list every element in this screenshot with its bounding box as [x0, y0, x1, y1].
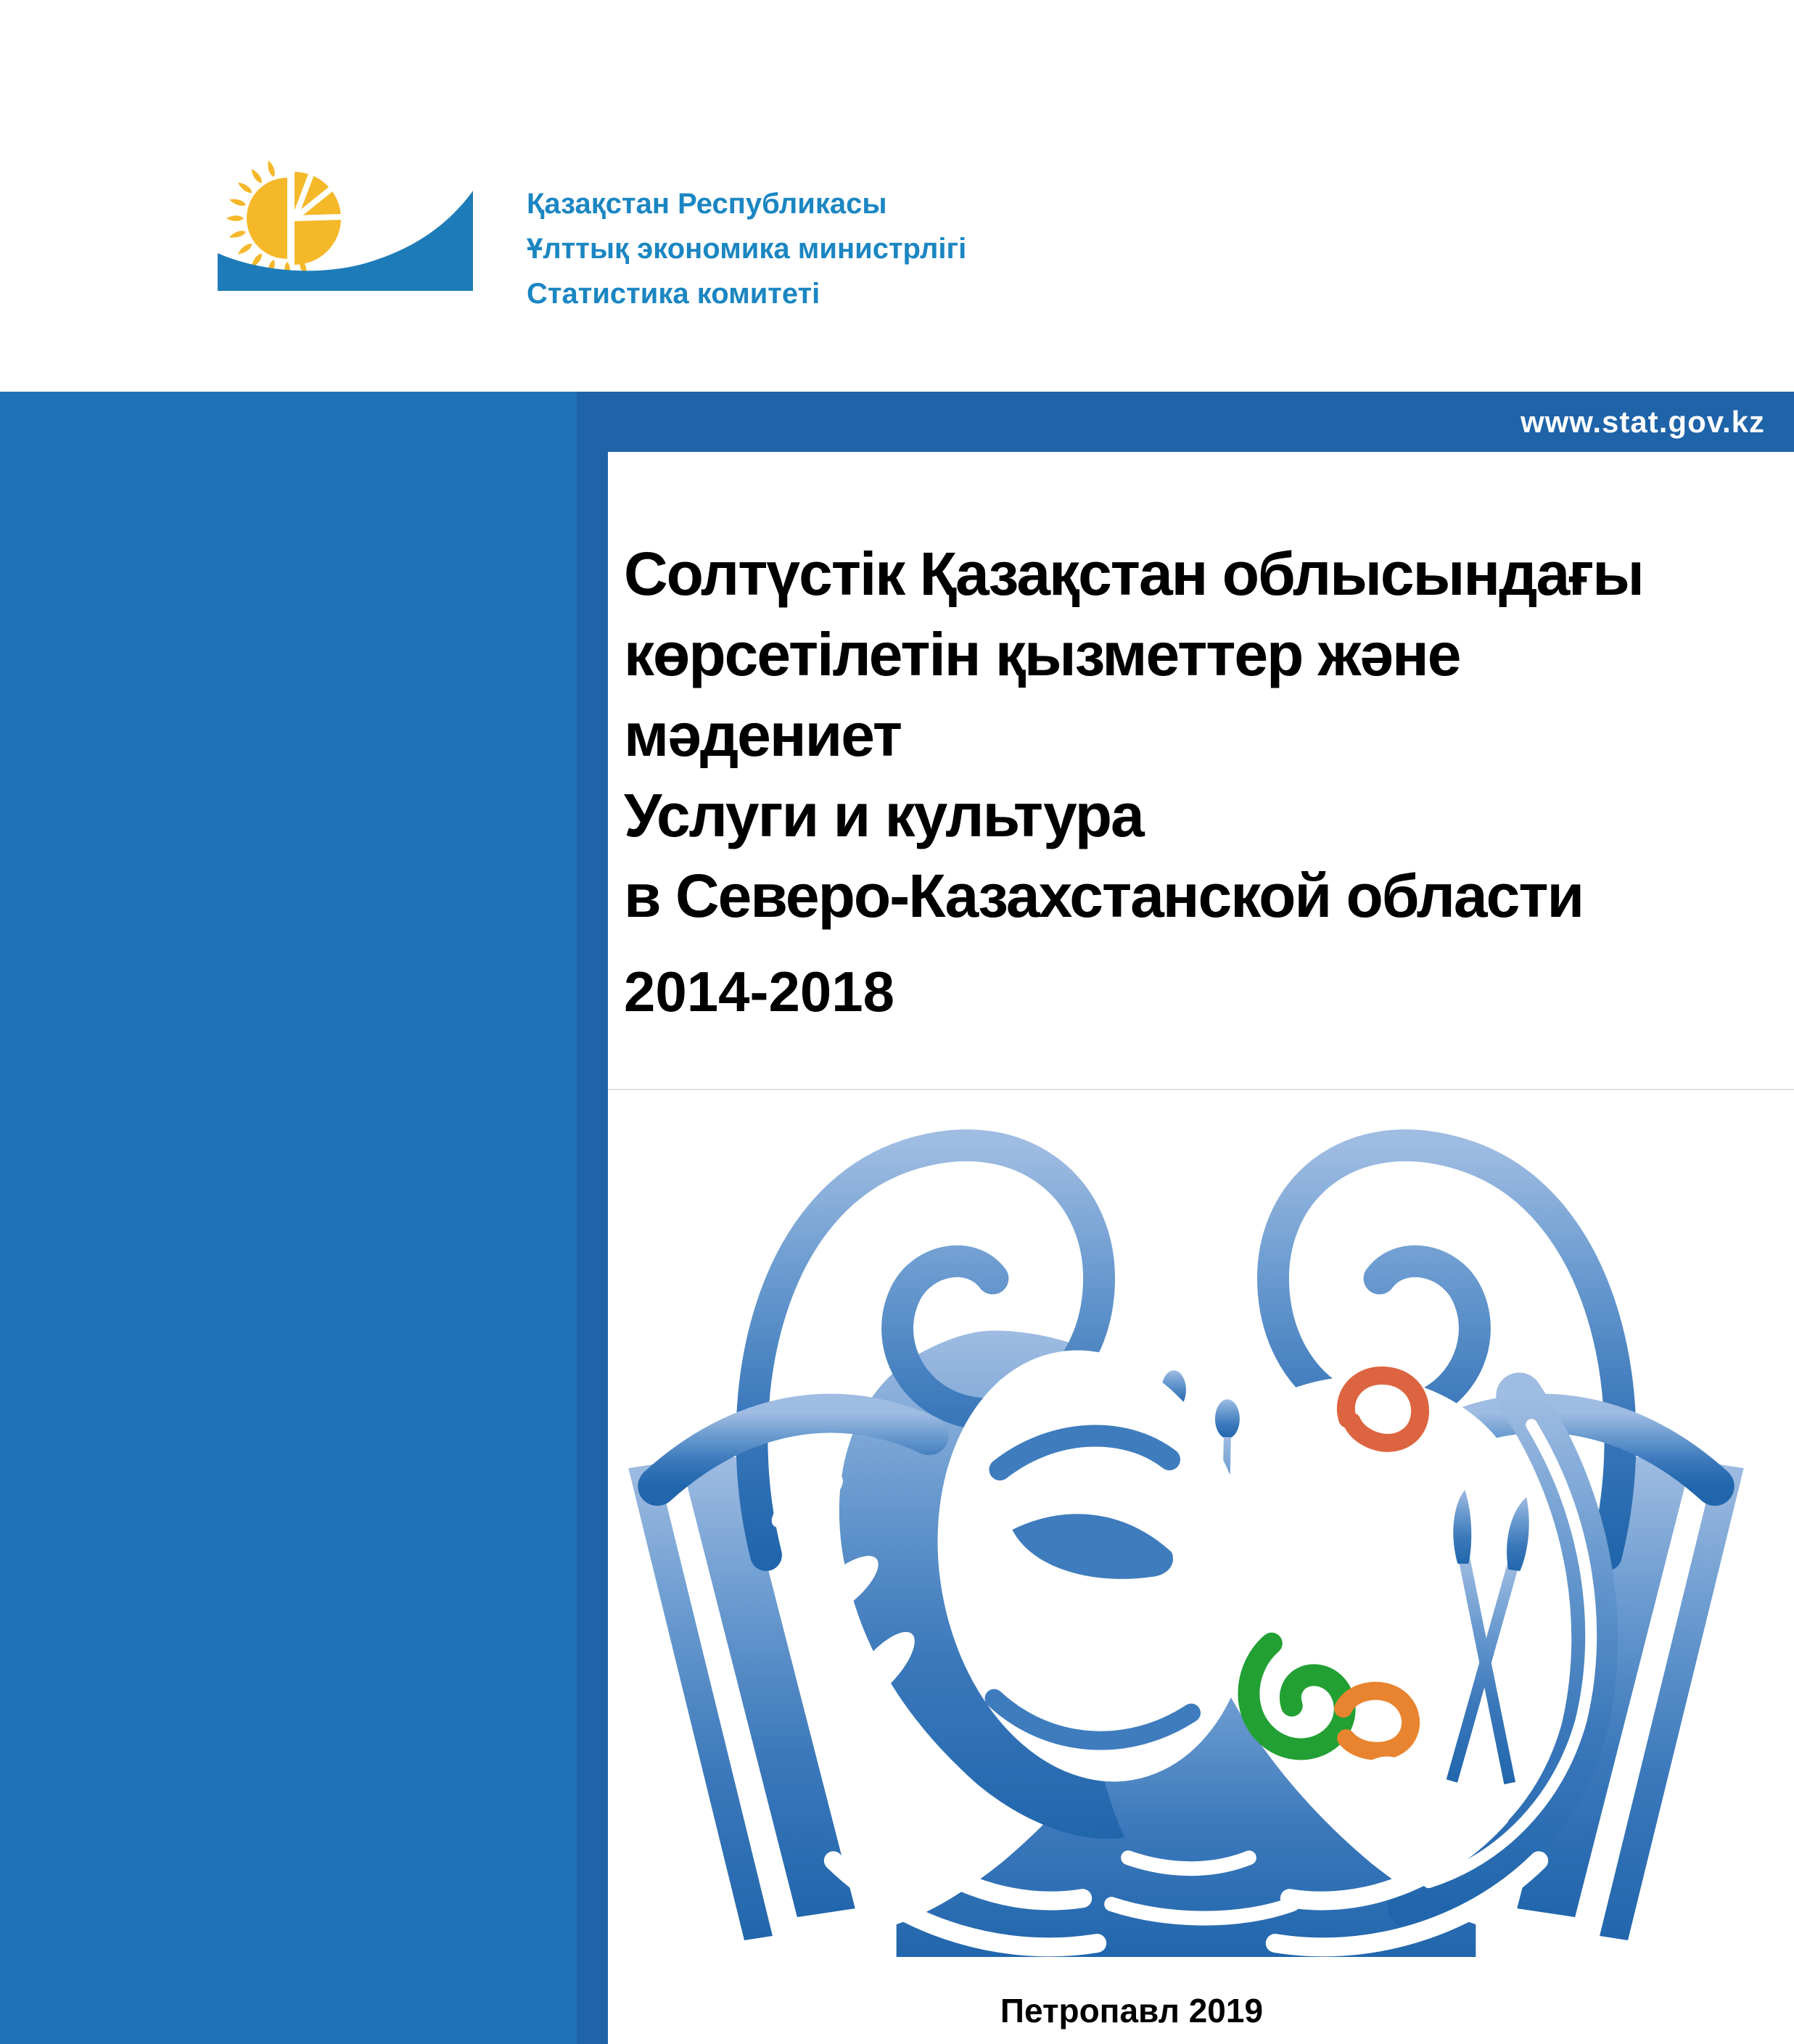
org-line-2: Ұлттық экономика министрлігі: [527, 233, 967, 265]
title-ru-line-2: в Северо-Казахстанской области: [624, 862, 1584, 930]
kazstat-logo-icon: [218, 154, 473, 291]
imprint-city-year: Петропавл 2019: [1000, 1992, 1264, 2029]
title-kk-line-3: мәдениет: [624, 701, 902, 769]
org-line-1: Қазақстан Республикасы: [527, 188, 887, 220]
title-ru-line-1: Услуги и культура: [624, 781, 1143, 849]
org-name: [527, 181, 966, 316]
left-sidebar-edge: [577, 392, 608, 2044]
coverage-years: 2014-2018: [624, 960, 895, 1023]
org-line-3: Статистика комитеті: [527, 278, 820, 310]
title-kazakh: [624, 534, 1643, 775]
sun-icon: [226, 160, 341, 279]
title-russian: [624, 775, 1583, 936]
title-kk-line-2: көрсетілетін қызметтер және: [624, 620, 1460, 688]
website-url: www.stat.gov.kz: [1520, 404, 1765, 439]
title-kk-line-1: Солтүстік Қазақстан облысындағы: [624, 540, 1643, 608]
theater-masks-illustration: [617, 1092, 1756, 1957]
divider-line: [608, 1089, 1794, 1090]
left-sidebar: [0, 392, 577, 2044]
